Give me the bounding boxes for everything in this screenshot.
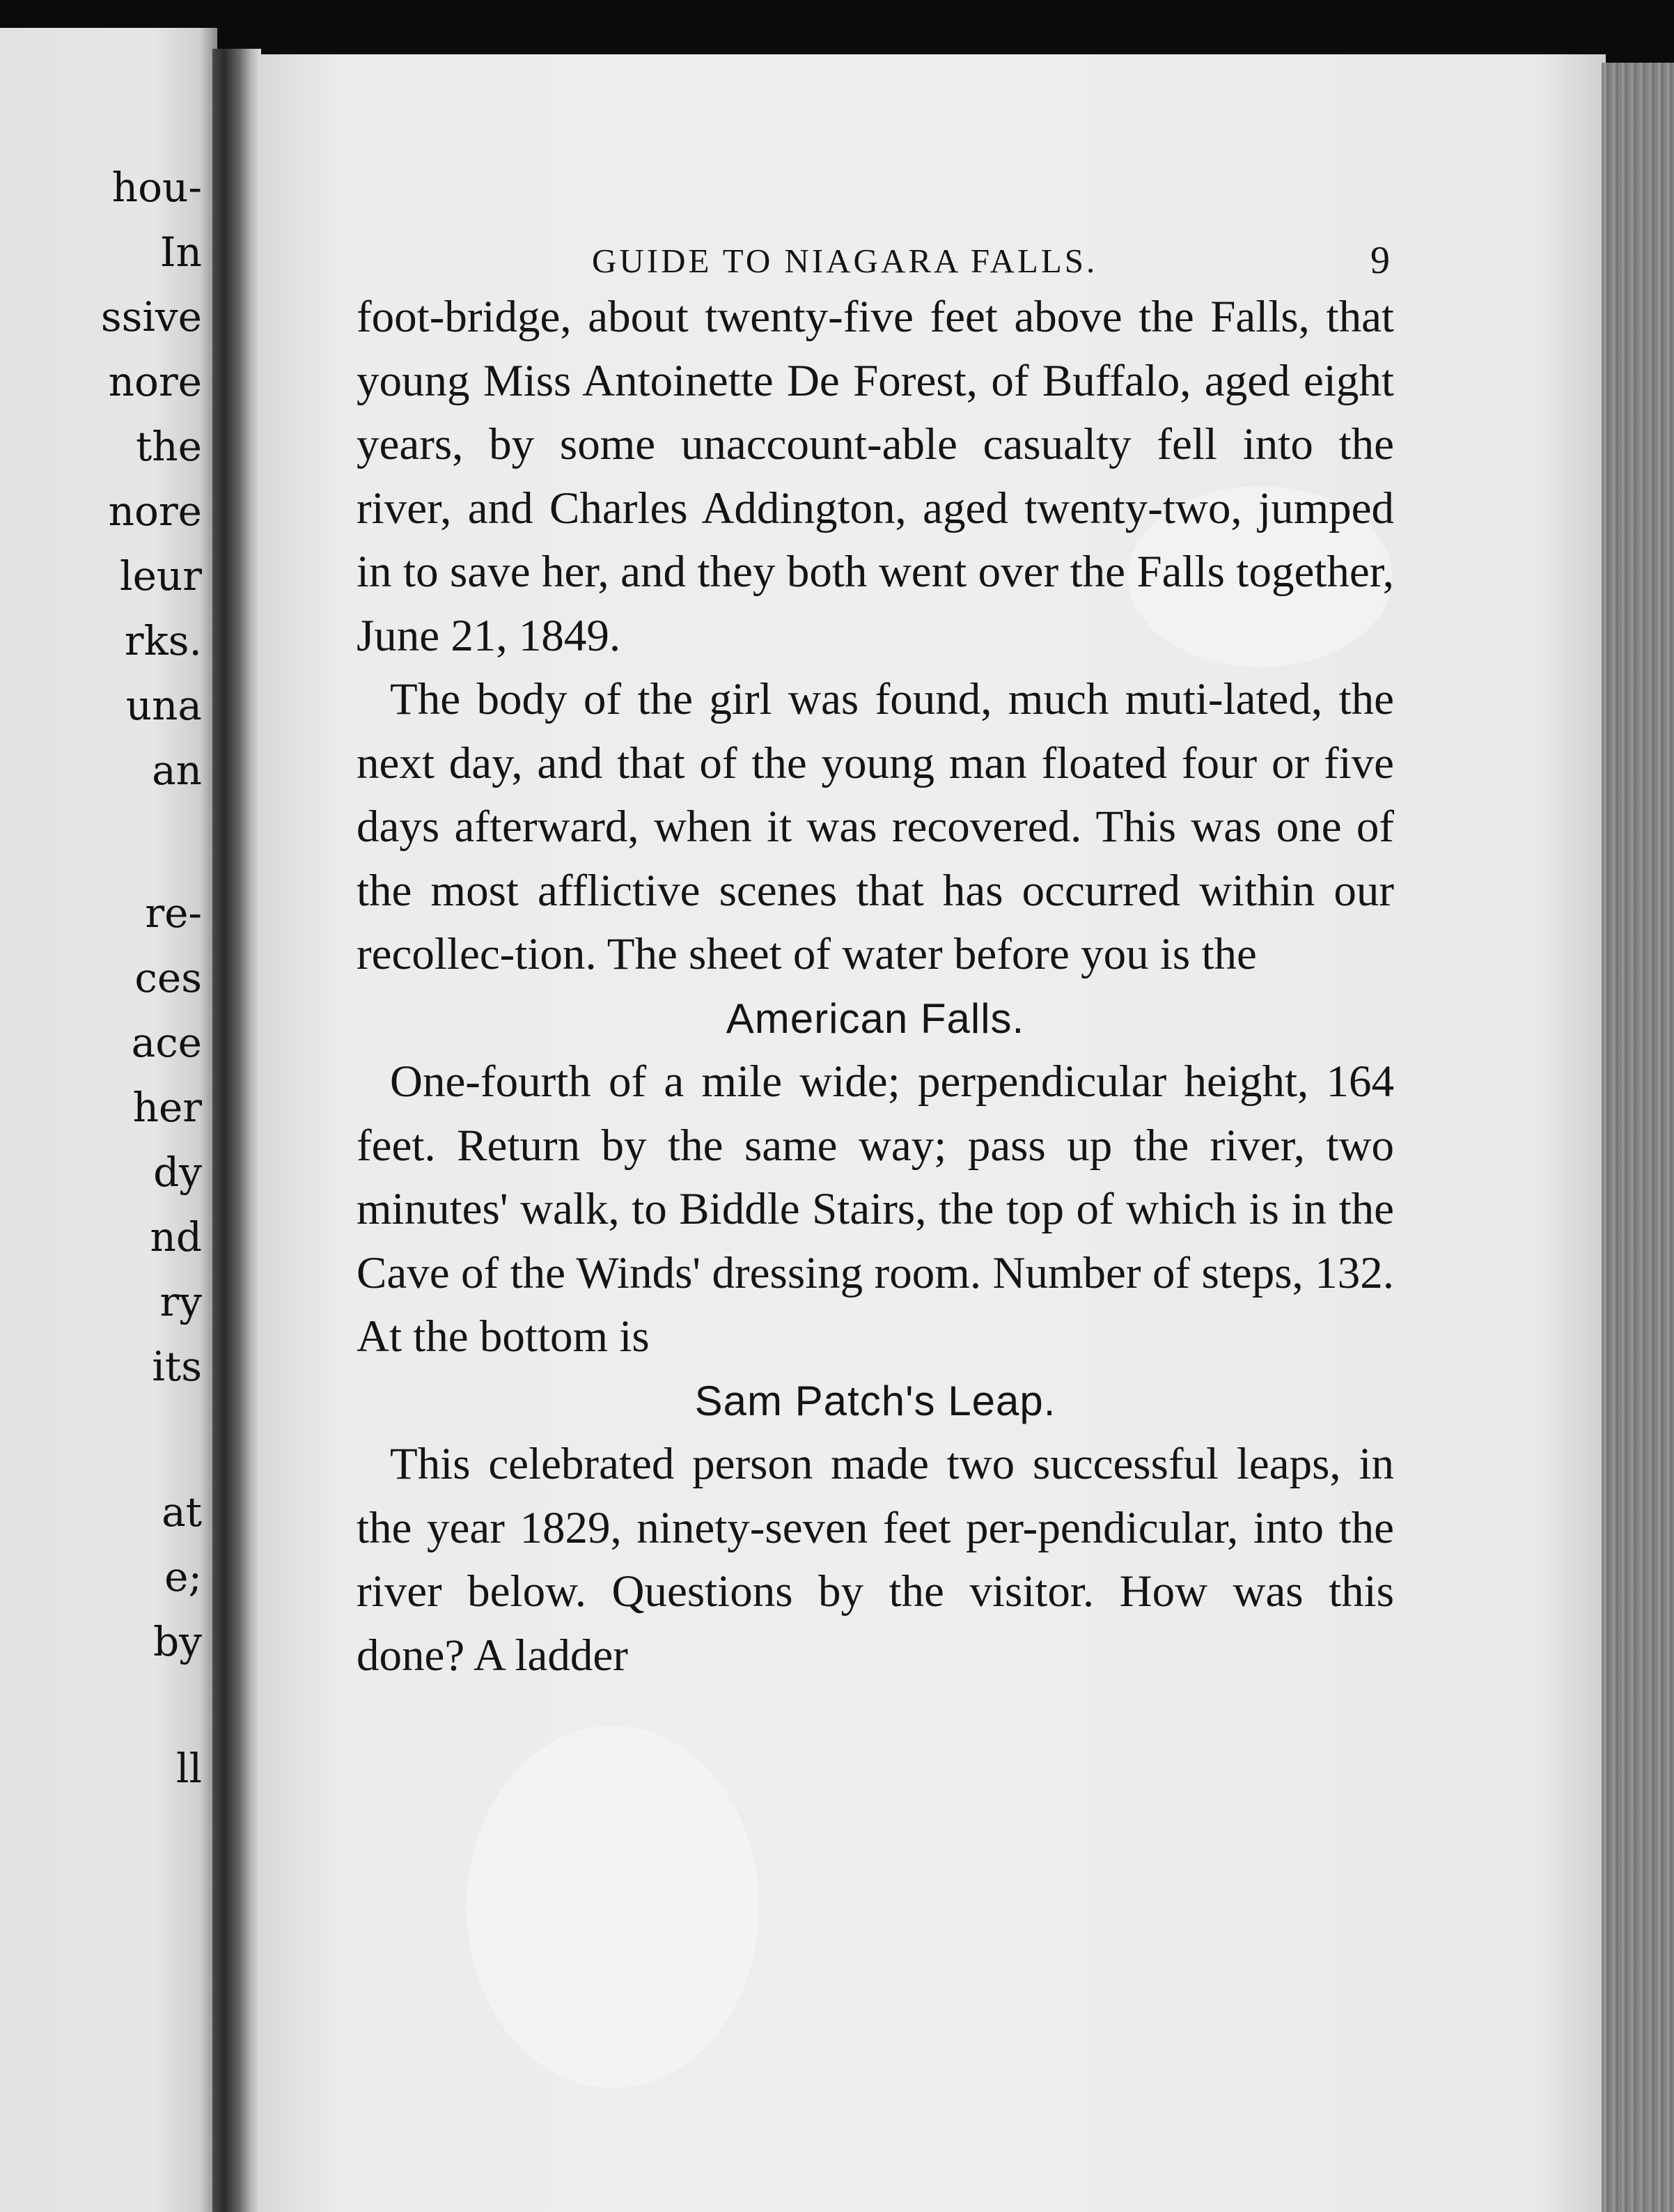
page-number: 9 (1370, 239, 1390, 282)
left-page-fragment: ll (175, 1745, 202, 1792)
left-page-fragment: ssive (100, 293, 202, 341)
left-page-fragment: e; (164, 1553, 202, 1600)
running-title: GUIDE TO NIAGARA FALLS. (592, 242, 1098, 280)
paragraph-1: foot-bridge, about twenty-five feet above the Falls, that young Miss Antoinette De Forest, of Buffalo, aged eight years, by some unaccount-able casualty fell into the river, and Charles Addington, aged twenty-two, jumped in to save her, and they both went over the Falls together, June 21, 1849. (357, 292, 1394, 661)
left-page-fragment: rks. (124, 617, 202, 664)
left-page-fragment: her (132, 1084, 202, 1131)
left-page-fragment: hou- (111, 164, 202, 211)
left-page-fragment: una (125, 682, 202, 729)
left-page-fragment: nore (108, 358, 202, 405)
heading-american-falls: American Falls. (726, 995, 1025, 1042)
left-page-fragment: leur (120, 552, 202, 600)
left-page-fragment: at (162, 1488, 202, 1536)
left-page-fragment: ry (159, 1278, 202, 1325)
left-page (0, 28, 217, 2212)
paragraph-3: One-fourth of a mile wide; perpendicular height, 164 feet. Return by the same way; pass up the river, two minutes' walk, to Biddle Stairs, the top of which is in the Cave of the Winds' dressing room. Number of steps, 132. At the bottom is (357, 1057, 1394, 1362)
page-text-block (357, 223, 1394, 1688)
left-page-fragment: dy (153, 1148, 202, 1196)
left-page-fragment: nd (150, 1213, 202, 1261)
page-edge-stack (1602, 63, 1674, 2212)
left-page-fragment: ces (134, 954, 202, 1002)
left-page-fragment: by (153, 1618, 202, 1665)
left-page-fragment: re- (145, 889, 202, 937)
left-page-fragment: In (159, 228, 202, 276)
left-page-fragment: an (152, 747, 202, 794)
left-page-fragment: nore (108, 488, 202, 535)
paragraph-4: This celebrated person made two successful leaps, in the year 1829, ninety-seven feet per-pendicular, into the river below. Questions by the visitor. How was this done? A ladder (357, 1439, 1394, 1681)
left-page-fragment: the (136, 423, 202, 470)
heading-sam-patchs-leap: Sam Patch's Leap. (694, 1377, 1056, 1424)
left-page-fragment: ace (131, 1019, 202, 1066)
left-page-text-fragments (0, 28, 217, 2212)
running-head (357, 223, 1394, 286)
book-gutter (212, 49, 261, 2212)
left-page-fragment: its (152, 1343, 202, 1390)
paragraph-2: The body of the girl was found, much muti-lated, the next day, and that of the young man floated four or five days afterward, when it was recovered. This was one of the most afflictive scenes that has occurred within our recollec-tion. The sheet of water before you is the (357, 674, 1394, 979)
